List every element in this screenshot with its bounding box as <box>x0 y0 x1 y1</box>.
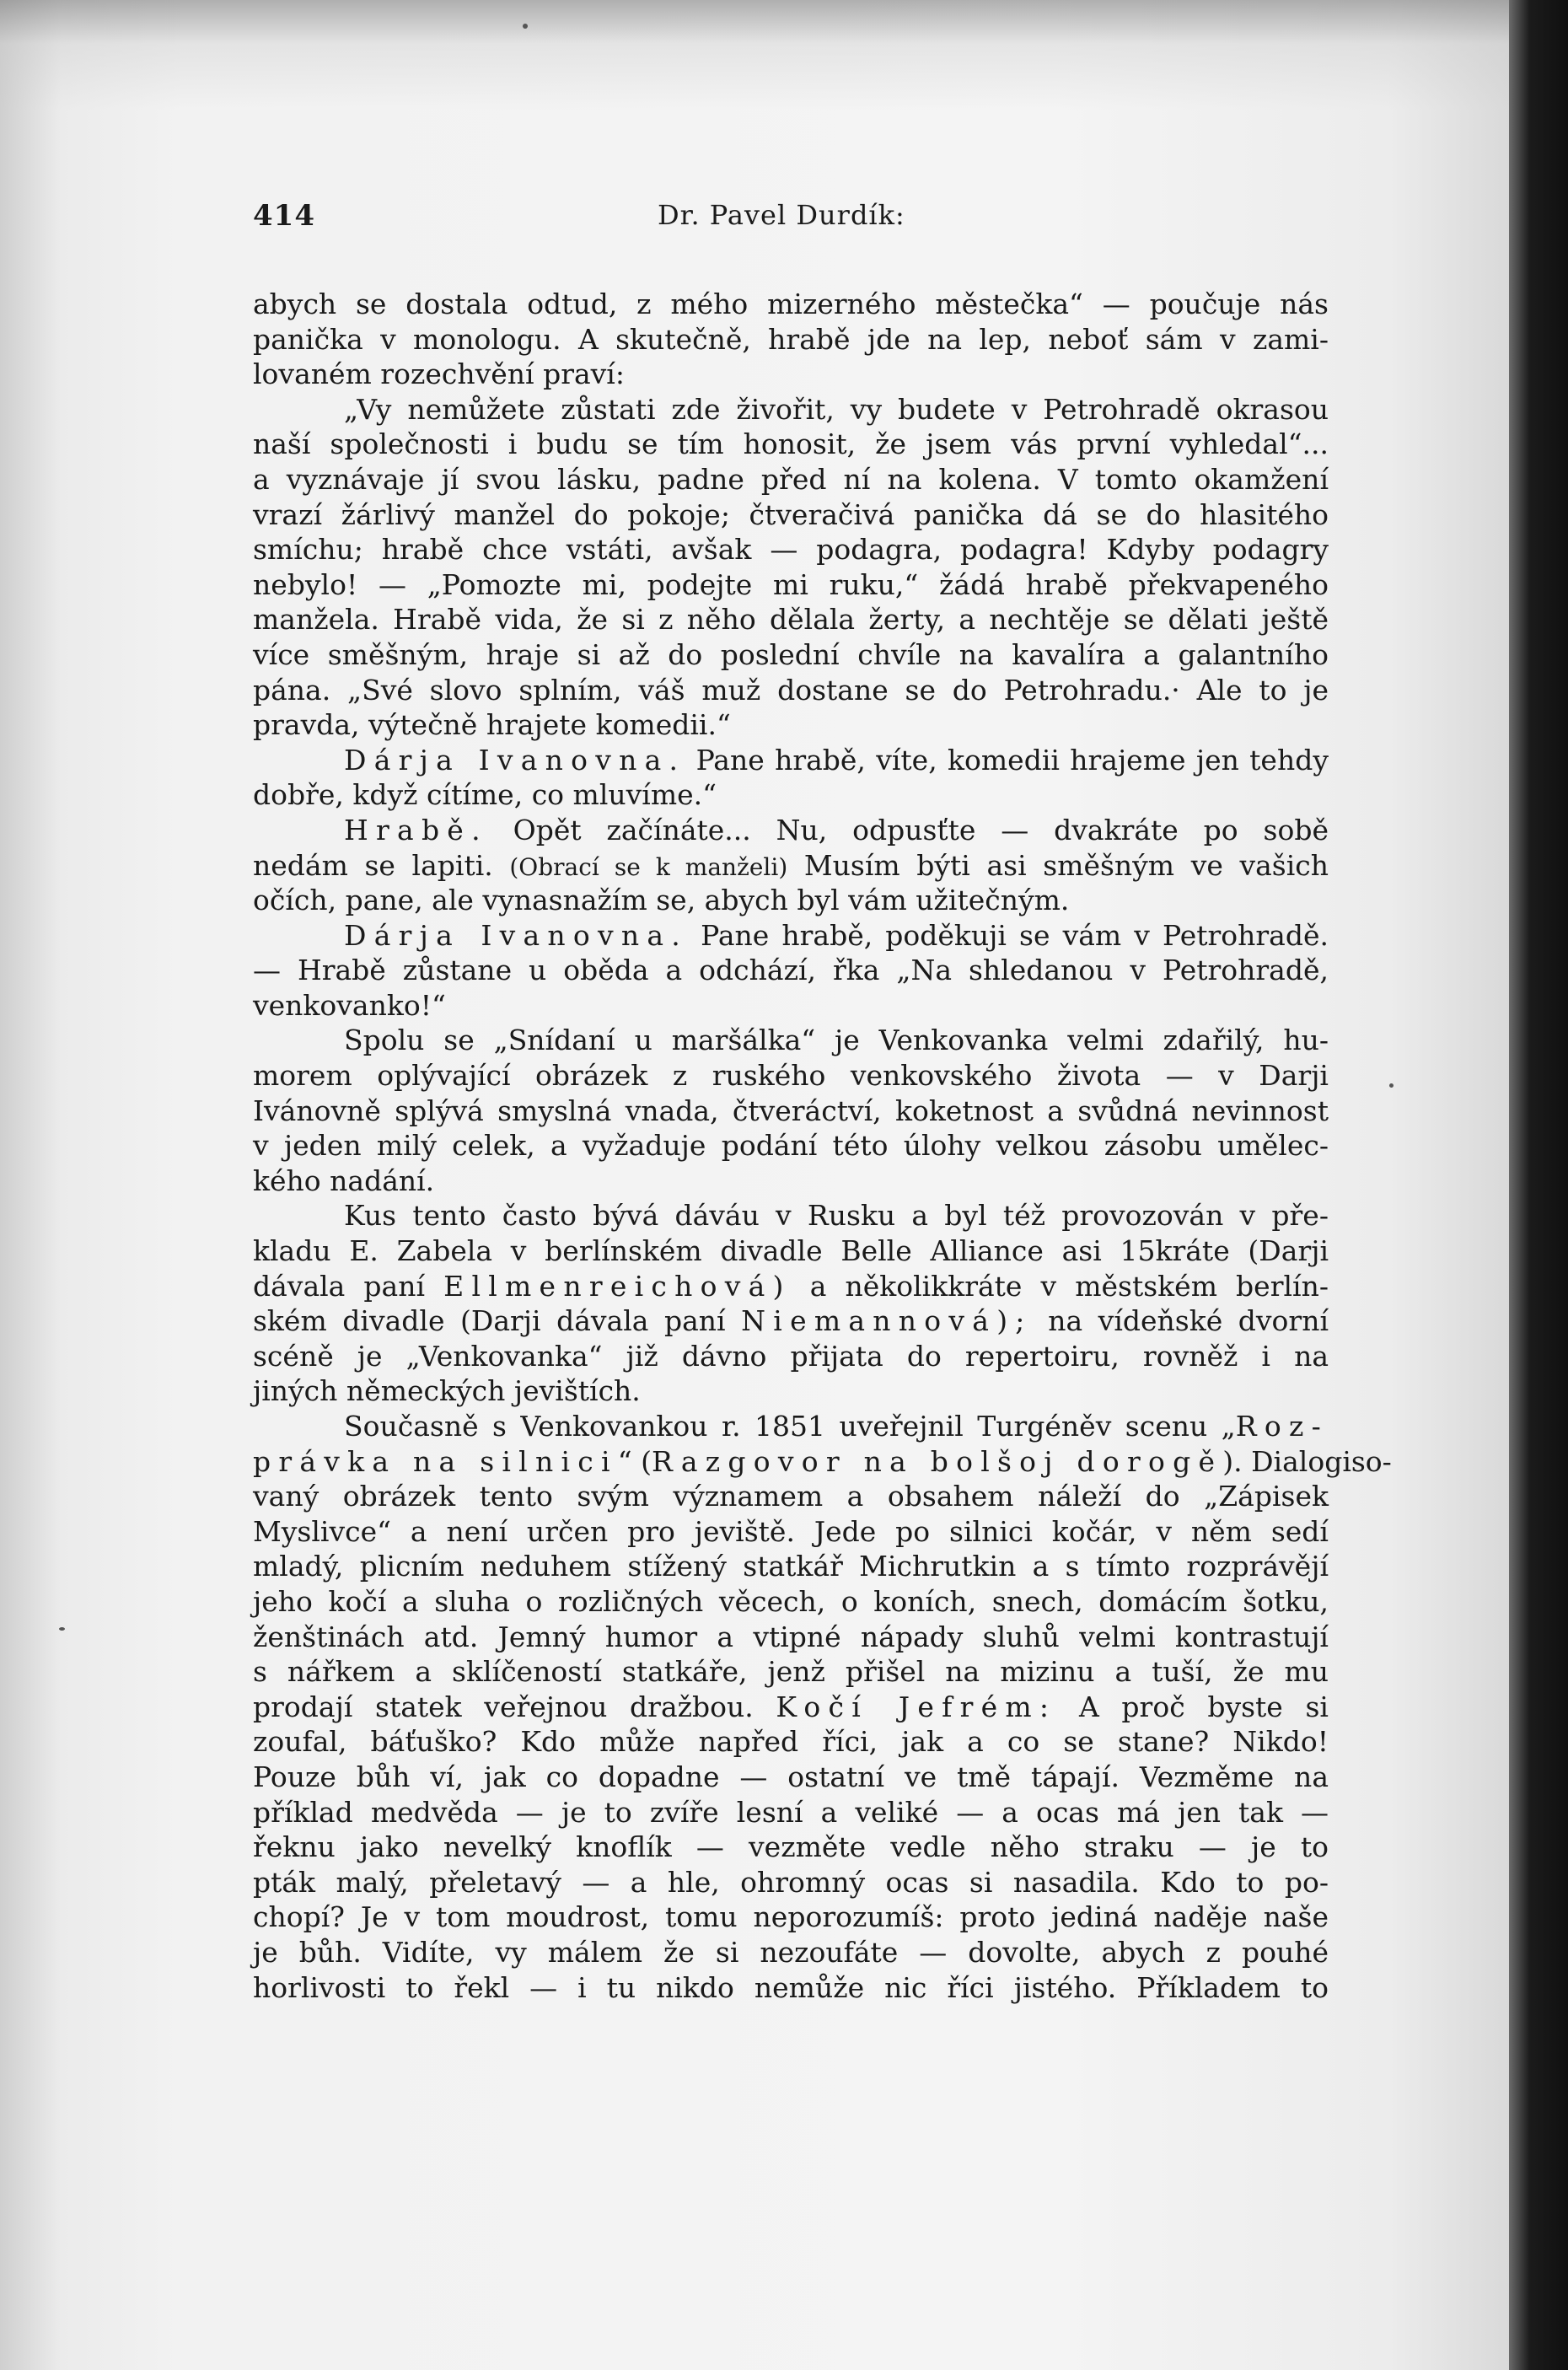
dialogue-line <box>253 813 1329 848</box>
stage-direction: (Obrací se k manželi) <box>509 852 788 881</box>
dialogue-text: Pane hrabě, poděkuji se vám v Petrohradě. <box>701 918 1329 952</box>
text-line: „Vy nemůžete zůstati zde živořit, vy budete v Petrohradě okrasou <box>344 392 1329 426</box>
body-text <box>253 287 1392 2005</box>
text-segment: dávala paní <box>253 1269 426 1303</box>
text-line: horlivosti to řekl — i tu nikdo nemůže nic říci jistého. Příkladem to <box>253 1970 1329 2004</box>
text-line: zoufal, báťuško? Kdo může napřed říci, jak a co se stane? Nikdo! <box>253 1725 1329 1759</box>
text-line: lovaném rozechvění praví: <box>253 357 625 391</box>
text-line: nebylo! — „Pomozte mi, podejte mi ruku,“ žádá hrabě překvapeného <box>253 567 1329 601</box>
spaced-title: právka na silnici <box>253 1444 618 1478</box>
text-line: dobře, když cítíme, co mluvíme.“ <box>253 778 717 812</box>
text-segment: na vídeňské dvorní <box>1048 1304 1329 1338</box>
spaced-name: Ellmenreichová) <box>443 1269 792 1303</box>
text-line <box>253 1303 1329 1339</box>
text-segment: “ ( <box>617 1444 652 1478</box>
dialogue-line <box>253 743 1329 778</box>
text-line: kého nadání. <box>253 1164 435 1197</box>
text-line: v jeden milý celek, a vyžaduje podání této úlohy velkou zásobu umělec- <box>253 1129 1329 1163</box>
ink-speck <box>1389 1083 1393 1088</box>
text-line <box>253 1444 1392 1480</box>
text-segment: A proč byste si <box>1078 1690 1329 1723</box>
text-line: panička v monologu. A skutečně, hrabě jde na lep, neboť sám v zami- <box>253 322 1329 356</box>
text-line: očích, pane, ale vynasnažím se, abych byl vám užitečným. <box>253 884 1070 917</box>
text-line: vrazí žárlivý manžel do pokoje; čtveračivá panička dá se do hlasitého <box>253 497 1329 531</box>
page-header <box>253 199 1332 241</box>
dialogue-line <box>253 918 1329 954</box>
text-line: řeknu jako nevelký knoflík — vezměte vedle něho straku — je to <box>253 1830 1329 1864</box>
text-line: pána. „Své slovo splním, váš muž dostane se do Petrohradu.· Ale to je <box>253 673 1329 707</box>
text-line: chopí? Je v tom moudrost, tomu neporozumíš: proto jediná naděje naše <box>253 1900 1329 1934</box>
text-line: Myslivce“ a není určen pro jeviště. Jede po silnici kočár, v něm sedí <box>253 1514 1329 1548</box>
text-line: pták malý, přeletavý — a hle, ohromný ocas si nasadila. Kdo to po- <box>253 1865 1329 1899</box>
text-line <box>253 848 1329 884</box>
dialogue-text: Pane hrabě, víte, komedii hrajeme jen tehdy <box>695 743 1329 777</box>
text-line: více směšným, hraje si až do poslední chvíle na kavalíra a galantního <box>253 637 1329 671</box>
dialogue-text: Musím býti asi směšným ve vašich <box>803 848 1329 882</box>
spaced-name: Niemannová); <box>741 1304 1033 1338</box>
text-line: scéně je „Venkovanka“ již dávno přijata do repertoiru, rovněž i na <box>253 1339 1329 1373</box>
text-line: Kus tento často bývá dáváu v Rusku a byl též provozován v pře- <box>344 1199 1329 1233</box>
text-line: příklad medvěda — je to zvíře lesní a veliké — a ocas má jen tak — <box>253 1795 1329 1829</box>
text-line: venkovanko!“ <box>253 988 446 1022</box>
text-segment: prodají statek veřejnou dražbou. <box>253 1690 754 1723</box>
binding-edge <box>1509 0 1568 2370</box>
text-segment: a několikkráte v městském berlín- <box>809 1269 1329 1303</box>
text-line: Ivánovně splývá smyslná vnada, čtveráctví, koketnost a svůdná nevinnost <box>253 1094 1329 1127</box>
text-segment: ). Dialogiso- <box>1222 1444 1392 1478</box>
ink-speck <box>523 24 528 29</box>
text-line: s nářkem a sklíčeností statkáře, jenž přišel na mizinu a tuší, že mu <box>253 1655 1329 1689</box>
text-line: vaný obrázek tento svým významem a obsahem náleží do „Zápisek <box>253 1480 1329 1513</box>
text-segment: ském divadle (Darji dávala paní <box>253 1304 726 1338</box>
text-line: abych se dostala odtud, z mého mizerného městečka“ — poučuje nás <box>253 288 1329 320</box>
text-line: naší společnosti i budu se tím honosit, že jsem vás první vyhledal“... <box>253 427 1329 461</box>
text-line: je bůh. Vidíte, vy málem že si nezoufáte — dovolte, abych z pouhé <box>253 1935 1329 1969</box>
speaker-name: Dárja Ivanovna. <box>344 918 689 952</box>
text-line: ženštinách atd. Jemný humor a vtipné nápady sluhů velmi kontrastují <box>253 1620 1329 1653</box>
text-line: a vyznávaje jí svou lásku, padne před ní na kolena. V tomto okamžení <box>253 462 1329 496</box>
ink-speck <box>59 1627 65 1631</box>
running-head: Dr. Pavel Durdík: <box>658 199 905 231</box>
spaced-title: Roz- <box>1235 1410 1329 1443</box>
speaker-name: Kočí Jefrém: <box>776 1690 1057 1723</box>
dialogue-text: Opět začínáte... Nu, odpusťte — dvakráte po sobě <box>513 813 1329 846</box>
text-line: — Hrabě zůstane u oběda a odchází, řka „Na shledanou v Petrohradě, <box>253 954 1329 987</box>
text-line: pravda, výtečně hrajete komedii.“ <box>253 708 731 742</box>
speaker-name: Hrabě. <box>344 813 488 846</box>
page-number: 414 <box>253 199 315 233</box>
text-line <box>253 1269 1329 1304</box>
text-line <box>253 1409 1329 1444</box>
text-line: jeho kočí a sluha o rozličných věcech, o koních, snech, domácím šotku, <box>253 1584 1329 1618</box>
text-line: morem oplývající obrázek z ruského venkovského života — v Darji <box>253 1059 1329 1093</box>
text-line: mladý, plicním neduhem stížený statkář Michrutkin a s tímto rozprávějí <box>253 1550 1329 1583</box>
text-line: Spolu se „Snídaní u maršálka“ je Venkovanka velmi zdařilý, hu- <box>344 1024 1329 1057</box>
text-segment: Současně s Venkovankou r. 1851 uveřejnil Turgéněv scenu „ <box>344 1410 1236 1443</box>
spaced-title: Razgovor na bolšoj dorogě <box>652 1444 1223 1478</box>
text-line: Pouze bůh ví, jak co dopadne — ostatní ve tmě tápají. Vezměme na <box>253 1760 1329 1793</box>
text-line <box>253 1690 1329 1725</box>
text-line: jiných německých jevištích. <box>253 1374 641 1408</box>
speaker-name: Dárja Ivanovna. <box>344 743 686 777</box>
dialogue-text: nedám se lapiti. <box>253 848 493 882</box>
text-line: manžela. Hrabě vida, že si z něho dělala žerty, a nechtěje se dělati ještě <box>253 603 1329 637</box>
text-line: kladu E. Zabela v berlínském divadle Belle Alliance asi 15kráte (Darji <box>253 1234 1329 1268</box>
text-line: smíchu; hrabě chce vstáti, avšak — podagra, podagra! Kdyby podagry <box>253 533 1329 567</box>
